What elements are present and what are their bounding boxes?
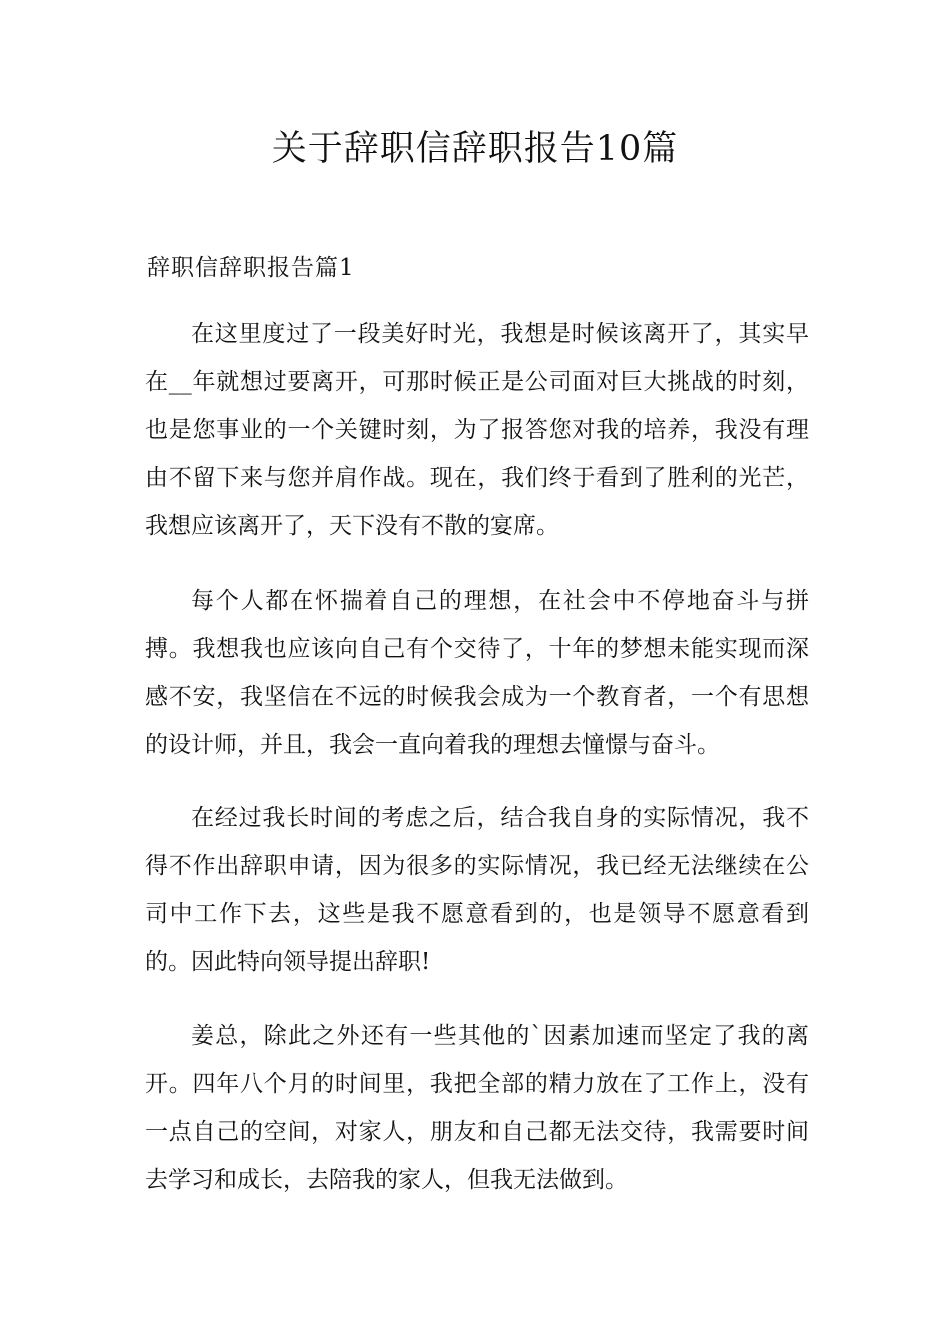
paragraph: 姜总，除此之外还有一些其他的`因素加速而坚定了我的离开。四年八个月的时间里，我把全部的精力放在了工作上，没有一点自己的空间，对家人，朋友和自己都无法交待，我需要时间去学习和成长，去陪我的家人，但我无法做到。 <box>145 1023 809 1193</box>
paragraph: 在这里度过了一段美好时光，我想是时候该离开了，其实早在__年就想过要离开，可那时候正是公司面对巨大挑战的时刻，也是您事业的一个关键时刻，为了报答您对我的培养，我没有理由不留下来与您并肩作战。现在，我们终于看到了胜利的光芒，我想应该离开了，天下没有不散的宴席。 <box>145 321 809 539</box>
paragraph: 每个人都在怀揣着自己的理想，在社会中不停地奋斗与拼搏。我想我也应该向自己有个交待了，十年的梦想未能实现而深感不安，我坚信在不远的时候我会成为一个教育者，一个有思想的设计师，并且，我会一直向着我的理想去憧憬与奋斗。 <box>145 588 809 758</box>
section-heading: 辞职信辞职报告篇1 <box>147 255 355 281</box>
document-title: 关于辞职信辞职报告10篇 <box>271 129 679 169</box>
paragraph: 在经过我长时间的考虑之后，结合我自身的实际情况，我不得不作出辞职申请，因为很多的实际情况，我已经无法继续在公司中工作下去，这些是我不愿意看到的，也是领导不愿意看到的。因此特向领导提出辞职! <box>145 805 809 975</box>
